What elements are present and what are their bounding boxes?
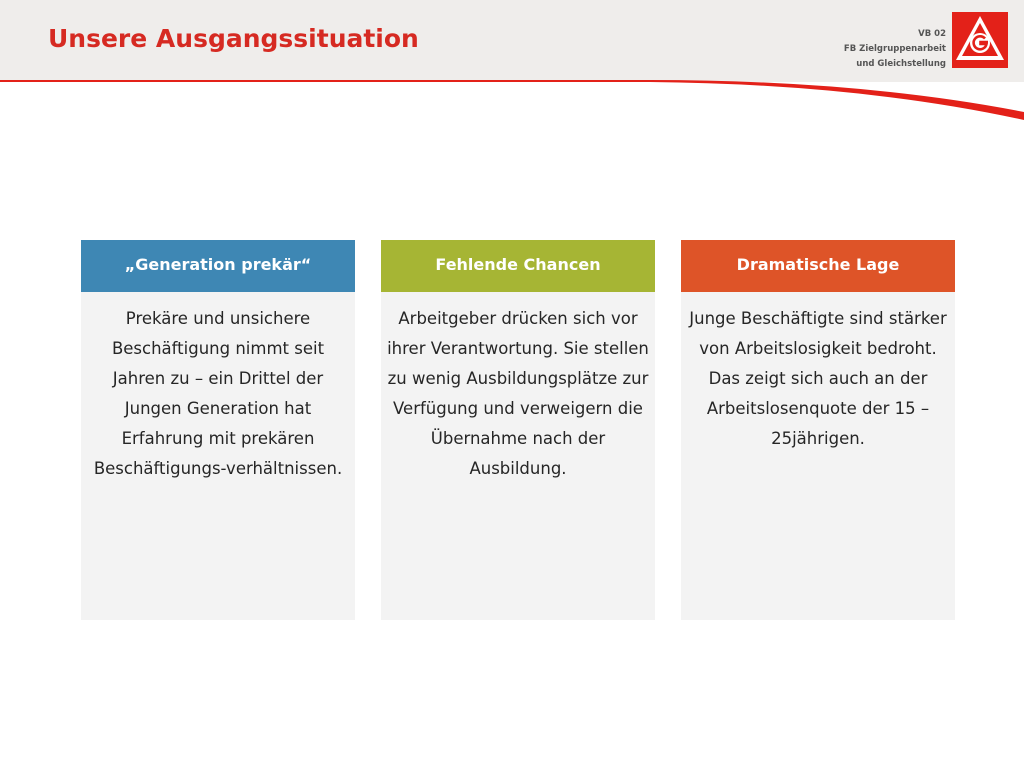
card-text: Junge Beschäftigte sind stärker von Arbeitslosigkeit bedroht. Das zeigt sich auch an der Arbeitslosenquote der 15 – 25jährigen. bbox=[689, 309, 947, 448]
card-header: Fehlende Chancen bbox=[381, 240, 655, 292]
igm-logo bbox=[952, 12, 1008, 68]
org-line-1: VB 02 bbox=[918, 29, 946, 39]
page-title: Unsere Ausgangssituation bbox=[48, 24, 419, 53]
org-line-3: und Gleichstellung bbox=[856, 59, 946, 69]
org-info bbox=[844, 27, 946, 72]
card-fehlende-chancen bbox=[381, 240, 655, 620]
card-header: „Generation prekär“ bbox=[81, 240, 355, 292]
card-dramatische-lage bbox=[681, 240, 955, 620]
card-text: Arbeitgeber drücken sich vor ihrer Verantwortung. Sie stellen zu wenig Ausbildungsplätze zur Verfügung und verweigern die Übernahme nach der Ausbildung. bbox=[387, 309, 649, 478]
card-text: Prekäre und unsichere Beschäftigung nimmt seit Jahren zu – ein Drittel der Jungen Generation hat Erfahrung mit prekären Beschäftigungs-verhältnissen. bbox=[93, 309, 343, 478]
org-line-2: FB Zielgruppenarbeit bbox=[843, 44, 946, 54]
card-generation-prekaer bbox=[81, 240, 355, 620]
card-header: Dramatische Lage bbox=[681, 240, 955, 292]
